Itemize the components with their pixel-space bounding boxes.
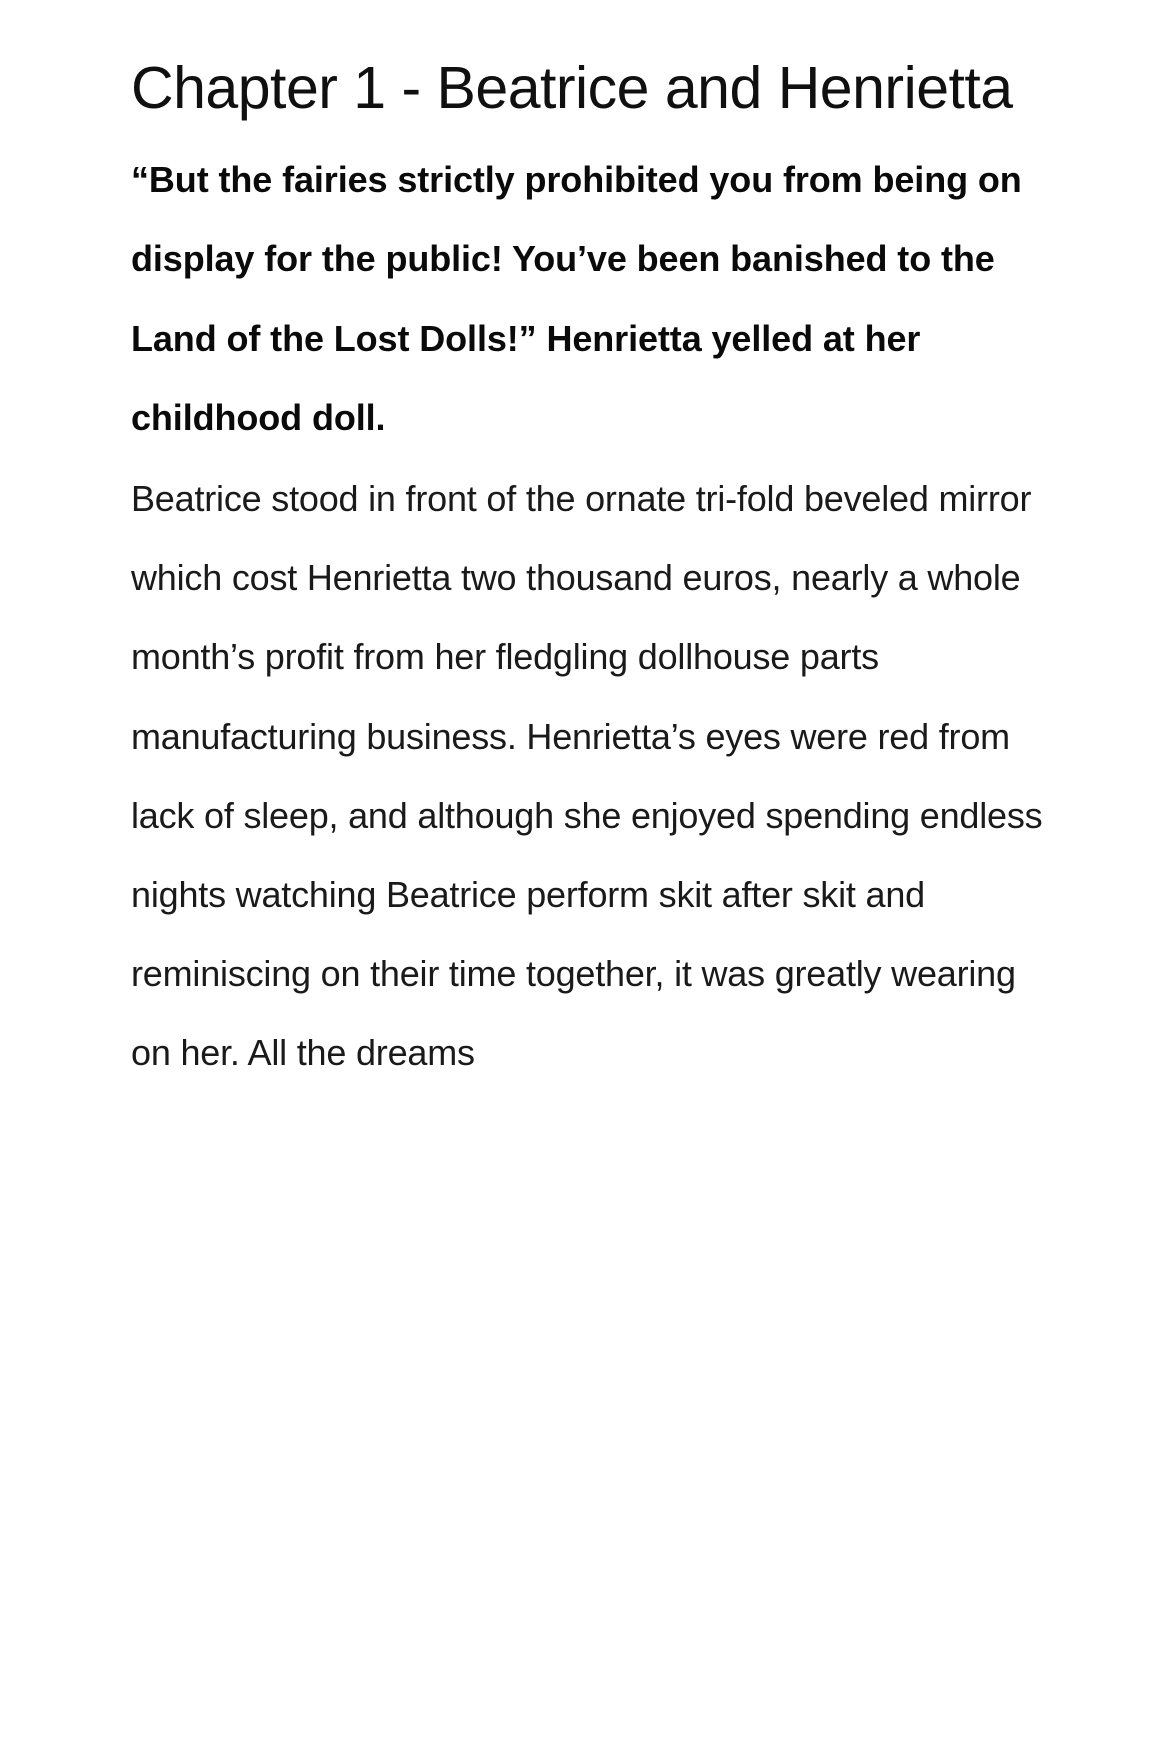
body-paragraph: Beatrice stood in front of the ornate tri-fold beveled mirror which cost Henrietta two thousand euros, nearly a whole month’s profit from her fledgling dollhouse parts manufacturing business. Henrietta’s eyes were red from lack of sleep, and although she enjoyed spending endless nights watching Beatrice perform skit after skit and reminiscing on their time together, it was greatly wearing on her. All the dreams (131, 477, 1043, 1074)
page-title: Chapter 1 - Beatrice and Henrietta (131, 55, 1013, 121)
lead-paragraph: “But the fairies strictly prohibited you from being on display for the public! You’ve been banished to the Land of the Lost Dolls!” Henrietta yelled at her childhood doll. (131, 159, 1022, 438)
